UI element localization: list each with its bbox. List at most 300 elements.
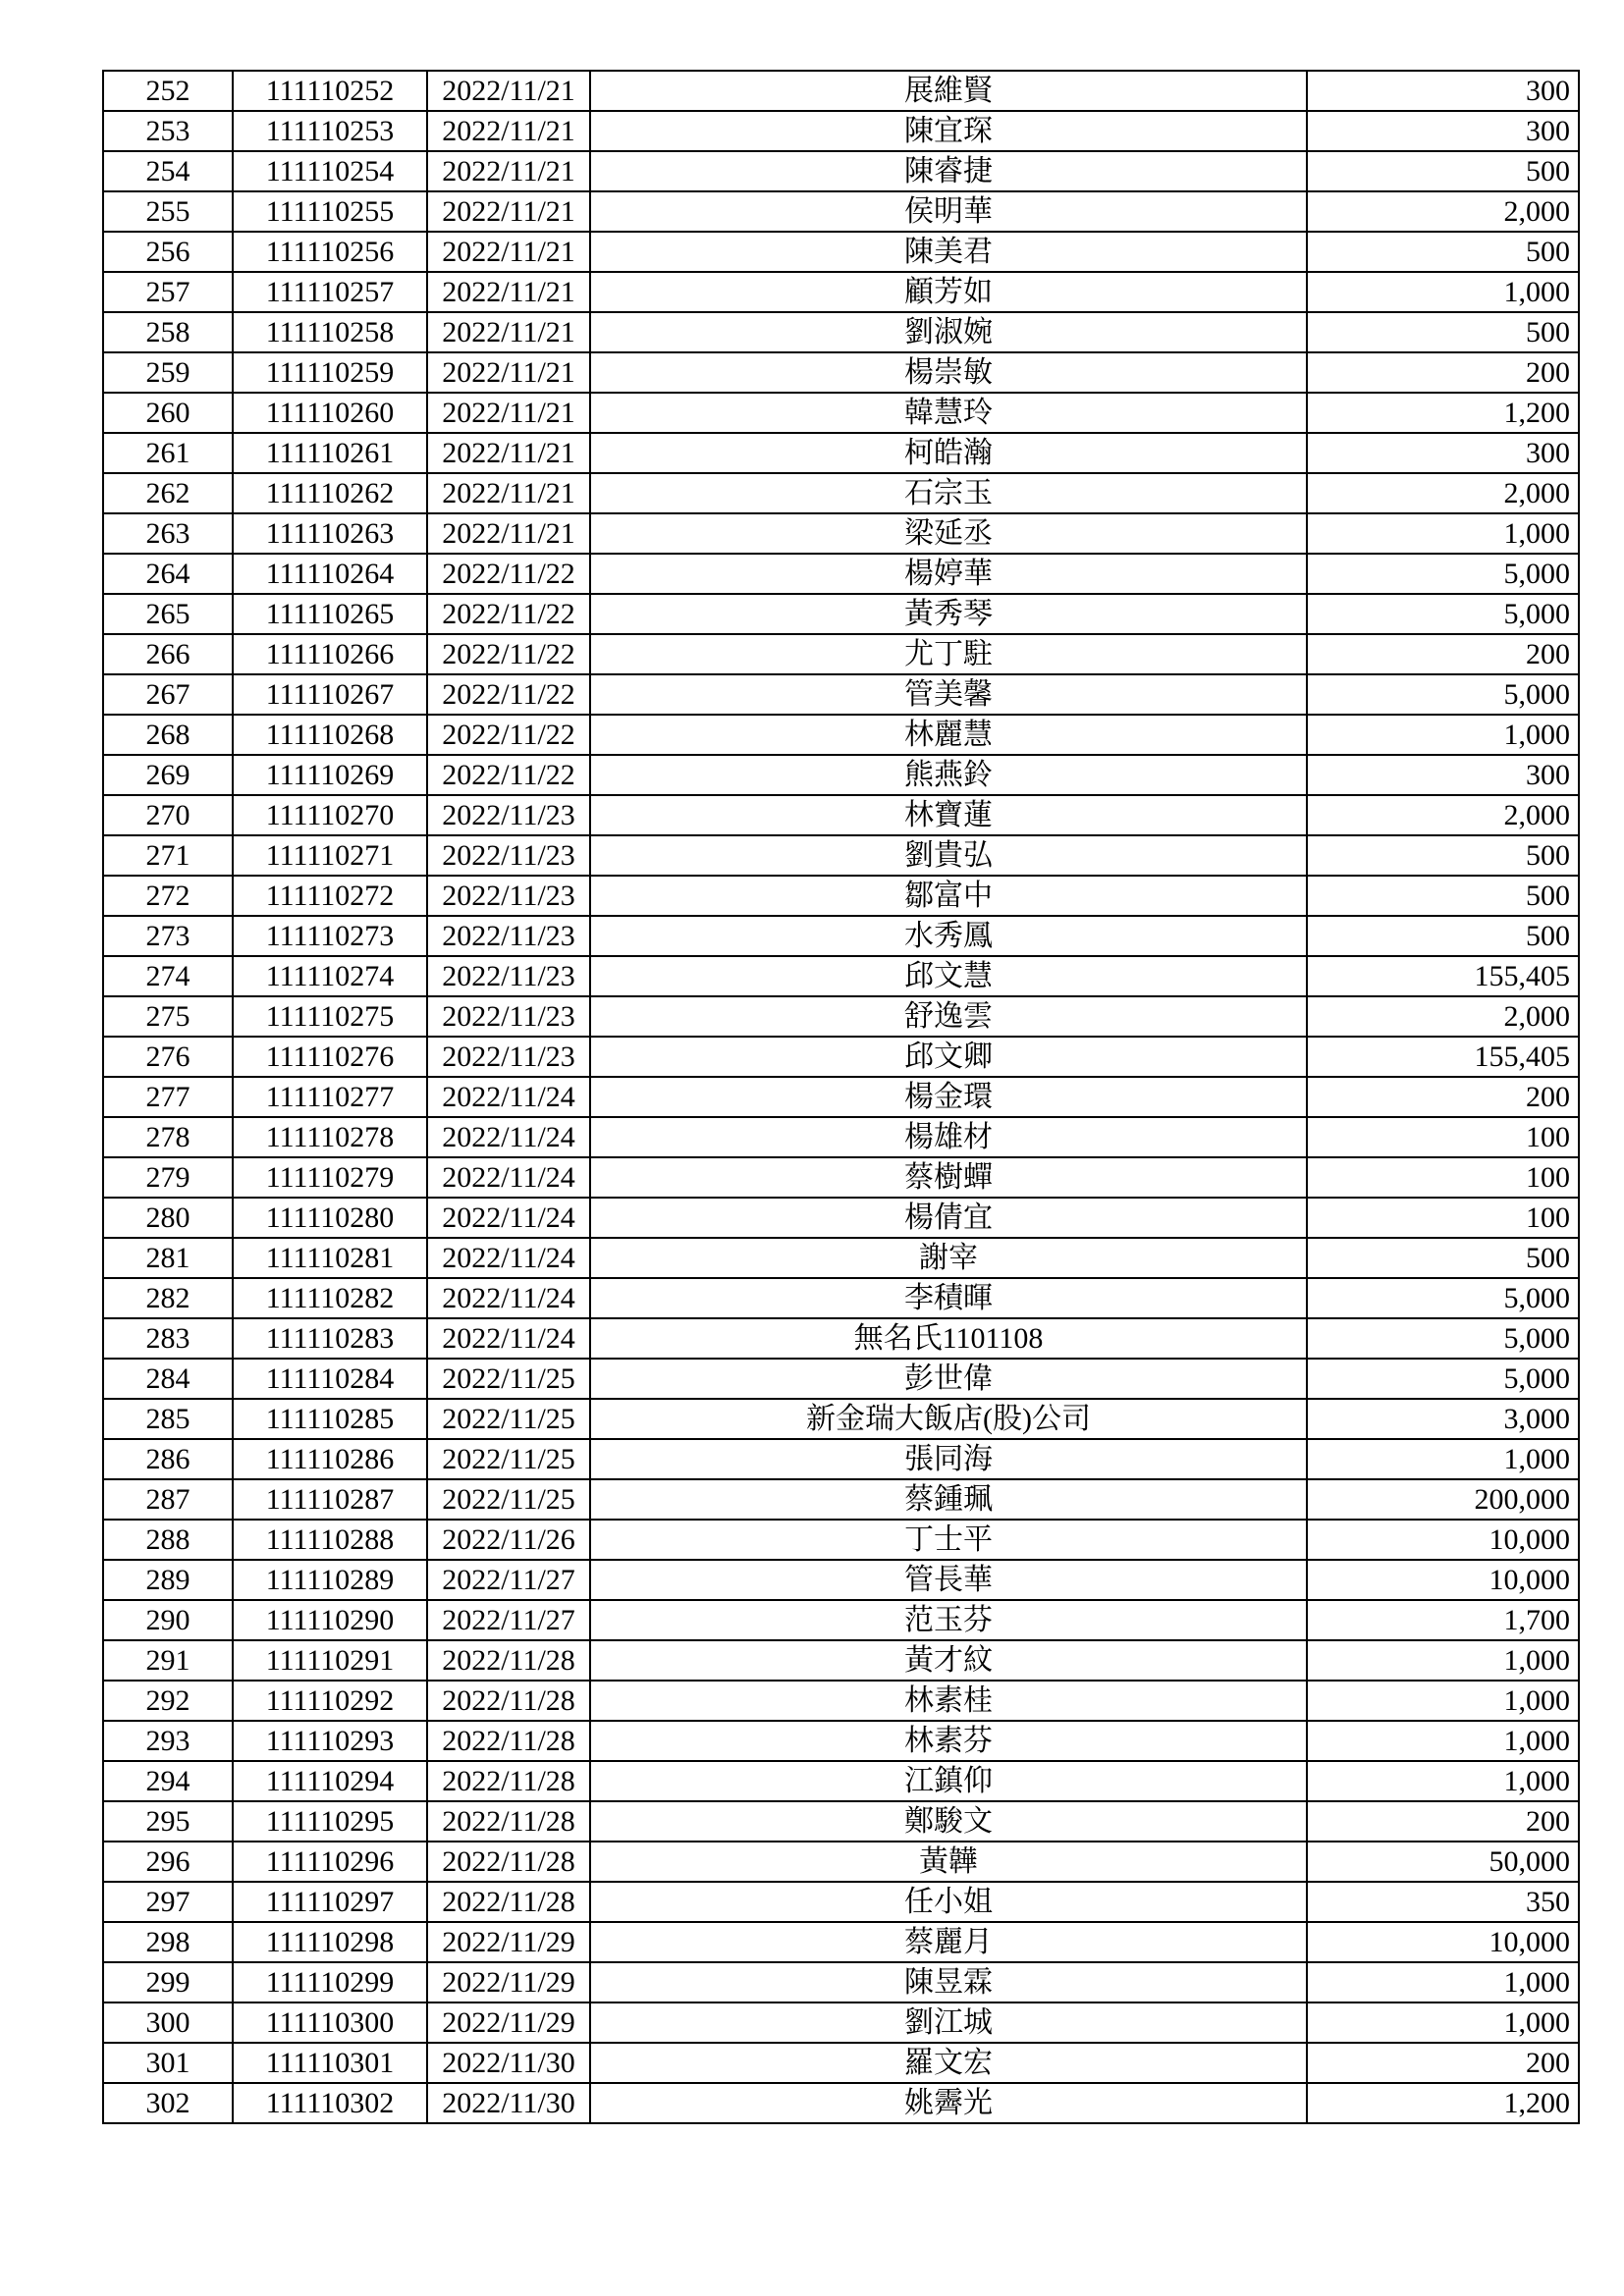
receipt-number-cell: 111110266 (233, 634, 427, 674)
date-cell: 2022/11/21 (427, 232, 590, 272)
donor-name-cell: 水秀鳳 (590, 916, 1307, 956)
serial-number-cell: 261 (103, 433, 233, 473)
date-cell: 2022/11/24 (427, 1278, 590, 1318)
receipt-number-cell: 111110285 (233, 1399, 427, 1439)
donor-name-cell: 展維賢 (590, 71, 1307, 111)
serial-number-cell: 255 (103, 191, 233, 232)
receipt-number-cell: 111110300 (233, 2002, 427, 2043)
table-row (103, 1761, 1579, 1801)
date-cell: 2022/11/21 (427, 151, 590, 191)
serial-number-cell: 267 (103, 674, 233, 715)
date-cell: 2022/11/21 (427, 312, 590, 352)
serial-number-cell: 264 (103, 554, 233, 594)
donor-name-cell: 劉貴弘 (590, 835, 1307, 876)
receipt-number-cell: 111110259 (233, 352, 427, 393)
date-cell: 2022/11/25 (427, 1439, 590, 1479)
amount-cell: 300 (1307, 111, 1579, 151)
donor-name-cell: 彭世偉 (590, 1359, 1307, 1399)
amount-cell: 50,000 (1307, 1842, 1579, 1882)
amount-cell: 1,200 (1307, 2083, 1579, 2123)
date-cell: 2022/11/22 (427, 594, 590, 634)
ledger-body (103, 71, 1579, 2123)
receipt-number-cell: 111110299 (233, 1962, 427, 2002)
date-cell: 2022/11/23 (427, 956, 590, 996)
amount-cell: 500 (1307, 312, 1579, 352)
table-row (103, 111, 1579, 151)
donor-name-cell: 林素芬 (590, 1721, 1307, 1761)
amount-cell: 1,000 (1307, 513, 1579, 554)
receipt-number-cell: 111110290 (233, 1600, 427, 1640)
donor-name-cell: 江鎮仰 (590, 1761, 1307, 1801)
table-row (103, 1157, 1579, 1198)
serial-number-cell: 274 (103, 956, 233, 996)
table-row (103, 71, 1579, 111)
date-cell: 2022/11/23 (427, 876, 590, 916)
receipt-number-cell: 111110270 (233, 795, 427, 835)
amount-cell: 100 (1307, 1198, 1579, 1238)
table-row (103, 1681, 1579, 1721)
serial-number-cell: 290 (103, 1600, 233, 1640)
serial-number-cell: 253 (103, 111, 233, 151)
serial-number-cell: 298 (103, 1922, 233, 1962)
date-cell: 2022/11/21 (427, 513, 590, 554)
amount-cell: 1,000 (1307, 1761, 1579, 1801)
date-cell: 2022/11/26 (427, 1520, 590, 1560)
serial-number-cell: 288 (103, 1520, 233, 1560)
receipt-number-cell: 111110283 (233, 1318, 427, 1359)
table-row (103, 2043, 1579, 2083)
table-row (103, 755, 1579, 795)
serial-number-cell: 260 (103, 393, 233, 433)
donor-name-cell: 丁士平 (590, 1520, 1307, 1560)
amount-cell: 300 (1307, 433, 1579, 473)
date-cell: 2022/11/21 (427, 111, 590, 151)
receipt-number-cell: 111110293 (233, 1721, 427, 1761)
donor-name-cell: 韓慧玲 (590, 393, 1307, 433)
table-row (103, 473, 1579, 513)
serial-number-cell: 287 (103, 1479, 233, 1520)
receipt-number-cell: 111110260 (233, 393, 427, 433)
date-cell: 2022/11/21 (427, 473, 590, 513)
amount-cell: 200,000 (1307, 1479, 1579, 1520)
donor-name-cell: 新金瑞大飯店(股)公司 (590, 1399, 1307, 1439)
date-cell: 2022/11/22 (427, 715, 590, 755)
serial-number-cell: 294 (103, 1761, 233, 1801)
donor-name-cell: 舒逸雲 (590, 996, 1307, 1037)
table-row (103, 1399, 1579, 1439)
donor-name-cell: 劉淑婉 (590, 312, 1307, 352)
date-cell: 2022/11/24 (427, 1238, 590, 1278)
serial-number-cell: 295 (103, 1801, 233, 1842)
donor-name-cell: 黃才紋 (590, 1640, 1307, 1681)
date-cell: 2022/11/23 (427, 916, 590, 956)
receipt-number-cell: 111110263 (233, 513, 427, 554)
table-row (103, 1600, 1579, 1640)
amount-cell: 500 (1307, 232, 1579, 272)
donor-name-cell: 陳宜琛 (590, 111, 1307, 151)
date-cell: 2022/11/21 (427, 352, 590, 393)
serial-number-cell: 284 (103, 1359, 233, 1399)
donor-name-cell: 管美馨 (590, 674, 1307, 715)
serial-number-cell: 283 (103, 1318, 233, 1359)
serial-number-cell: 291 (103, 1640, 233, 1681)
receipt-number-cell: 111110282 (233, 1278, 427, 1318)
amount-cell: 1,000 (1307, 1962, 1579, 2002)
serial-number-cell: 289 (103, 1560, 233, 1600)
amount-cell: 155,405 (1307, 956, 1579, 996)
date-cell: 2022/11/30 (427, 2083, 590, 2123)
amount-cell: 1,000 (1307, 1439, 1579, 1479)
table-row (103, 1117, 1579, 1157)
date-cell: 2022/11/30 (427, 2043, 590, 2083)
donor-name-cell: 蔡鍾珮 (590, 1479, 1307, 1520)
donor-name-cell: 陳昱霖 (590, 1962, 1307, 2002)
table-row (103, 272, 1579, 312)
table-row (103, 554, 1579, 594)
table-row (103, 956, 1579, 996)
amount-cell: 500 (1307, 151, 1579, 191)
amount-cell: 1,000 (1307, 715, 1579, 755)
donor-name-cell: 鄭駿文 (590, 1801, 1307, 1842)
receipt-number-cell: 111110252 (233, 71, 427, 111)
donor-name-cell: 楊婷華 (590, 554, 1307, 594)
amount-cell: 2,000 (1307, 996, 1579, 1037)
amount-cell: 2,000 (1307, 473, 1579, 513)
donor-name-cell: 張同海 (590, 1439, 1307, 1479)
serial-number-cell: 286 (103, 1439, 233, 1479)
serial-number-cell: 263 (103, 513, 233, 554)
receipt-number-cell: 111110265 (233, 594, 427, 634)
amount-cell: 200 (1307, 1077, 1579, 1117)
donor-name-cell: 林素桂 (590, 1681, 1307, 1721)
table-row (103, 1520, 1579, 1560)
amount-cell: 350 (1307, 1882, 1579, 1922)
donor-name-cell: 劉江城 (590, 2002, 1307, 2043)
receipt-number-cell: 111110291 (233, 1640, 427, 1681)
date-cell: 2022/11/24 (427, 1157, 590, 1198)
donor-name-cell: 黃韡 (590, 1842, 1307, 1882)
receipt-number-cell: 111110271 (233, 835, 427, 876)
serial-number-cell: 285 (103, 1399, 233, 1439)
receipt-number-cell: 111110255 (233, 191, 427, 232)
amount-cell: 5,000 (1307, 1318, 1579, 1359)
table-row (103, 1278, 1579, 1318)
receipt-number-cell: 111110257 (233, 272, 427, 312)
date-cell: 2022/11/25 (427, 1479, 590, 1520)
donor-name-cell: 林寶蓮 (590, 795, 1307, 835)
date-cell: 2022/11/28 (427, 1681, 590, 1721)
amount-cell: 1,000 (1307, 2002, 1579, 2043)
amount-cell: 1,000 (1307, 1681, 1579, 1721)
table-row (103, 1439, 1579, 1479)
receipt-number-cell: 111110297 (233, 1882, 427, 1922)
receipt-number-cell: 111110289 (233, 1560, 427, 1600)
serial-number-cell: 262 (103, 473, 233, 513)
amount-cell: 5,000 (1307, 674, 1579, 715)
serial-number-cell: 269 (103, 755, 233, 795)
receipt-number-cell: 111110254 (233, 151, 427, 191)
receipt-number-cell: 111110294 (233, 1761, 427, 1801)
date-cell: 2022/11/28 (427, 1721, 590, 1761)
date-cell: 2022/11/21 (427, 393, 590, 433)
date-cell: 2022/11/22 (427, 674, 590, 715)
table-row (103, 795, 1579, 835)
serial-number-cell: 282 (103, 1278, 233, 1318)
receipt-number-cell: 111110278 (233, 1117, 427, 1157)
table-row (103, 916, 1579, 956)
table-row (103, 191, 1579, 232)
amount-cell: 1,000 (1307, 1640, 1579, 1681)
amount-cell: 10,000 (1307, 1520, 1579, 1560)
date-cell: 2022/11/28 (427, 1842, 590, 1882)
serial-number-cell: 302 (103, 2083, 233, 2123)
receipt-number-cell: 111110272 (233, 876, 427, 916)
amount-cell: 155,405 (1307, 1037, 1579, 1077)
date-cell: 2022/11/28 (427, 1640, 590, 1681)
table-row (103, 1922, 1579, 1962)
serial-number-cell: 252 (103, 71, 233, 111)
serial-number-cell: 293 (103, 1721, 233, 1761)
amount-cell: 200 (1307, 634, 1579, 674)
amount-cell: 300 (1307, 71, 1579, 111)
donor-name-cell: 邱文慧 (590, 956, 1307, 996)
date-cell: 2022/11/22 (427, 755, 590, 795)
date-cell: 2022/11/21 (427, 272, 590, 312)
donor-name-cell: 蔡麗月 (590, 1922, 1307, 1962)
table-row (103, 513, 1579, 554)
amount-cell: 2,000 (1307, 191, 1579, 232)
date-cell: 2022/11/24 (427, 1117, 590, 1157)
date-cell: 2022/11/29 (427, 1922, 590, 1962)
receipt-number-cell: 111110273 (233, 916, 427, 956)
date-cell: 2022/11/23 (427, 996, 590, 1037)
receipt-number-cell: 111110288 (233, 1520, 427, 1560)
receipt-number-cell: 111110281 (233, 1238, 427, 1278)
amount-cell: 1,200 (1307, 393, 1579, 433)
table-row (103, 1962, 1579, 2002)
amount-cell: 100 (1307, 1157, 1579, 1198)
table-row (103, 634, 1579, 674)
table-row (103, 1560, 1579, 1600)
amount-cell: 2,000 (1307, 795, 1579, 835)
amount-cell: 500 (1307, 835, 1579, 876)
donor-name-cell: 羅文宏 (590, 2043, 1307, 2083)
receipt-number-cell: 111110269 (233, 755, 427, 795)
receipt-number-cell: 111110296 (233, 1842, 427, 1882)
receipt-number-cell: 111110258 (233, 312, 427, 352)
donor-name-cell: 任小姐 (590, 1882, 1307, 1922)
table-row (103, 1198, 1579, 1238)
donor-name-cell: 陳睿捷 (590, 151, 1307, 191)
table-row (103, 312, 1579, 352)
donor-name-cell: 顧芳如 (590, 272, 1307, 312)
receipt-number-cell: 111110276 (233, 1037, 427, 1077)
table-row (103, 876, 1579, 916)
serial-number-cell: 300 (103, 2002, 233, 2043)
table-row (103, 1479, 1579, 1520)
donor-name-cell: 邱文卿 (590, 1037, 1307, 1077)
donor-name-cell: 侯明華 (590, 191, 1307, 232)
table-row (103, 1882, 1579, 1922)
date-cell: 2022/11/24 (427, 1198, 590, 1238)
amount-cell: 5,000 (1307, 1278, 1579, 1318)
serial-number-cell: 278 (103, 1117, 233, 1157)
amount-cell: 500 (1307, 876, 1579, 916)
amount-cell: 1,000 (1307, 1721, 1579, 1761)
donor-name-cell: 鄒富中 (590, 876, 1307, 916)
donor-name-cell: 楊金環 (590, 1077, 1307, 1117)
donor-name-cell: 楊倩宜 (590, 1198, 1307, 1238)
serial-number-cell: 301 (103, 2043, 233, 2083)
amount-cell: 1,000 (1307, 272, 1579, 312)
date-cell: 2022/11/22 (427, 554, 590, 594)
date-cell: 2022/11/23 (427, 795, 590, 835)
date-cell: 2022/11/28 (427, 1761, 590, 1801)
date-cell: 2022/11/21 (427, 191, 590, 232)
donor-name-cell: 林麗慧 (590, 715, 1307, 755)
amount-cell: 200 (1307, 1801, 1579, 1842)
serial-number-cell: 268 (103, 715, 233, 755)
serial-number-cell: 292 (103, 1681, 233, 1721)
table-row (103, 1238, 1579, 1278)
date-cell: 2022/11/27 (427, 1560, 590, 1600)
table-row (103, 715, 1579, 755)
receipt-number-cell: 111110277 (233, 1077, 427, 1117)
table-row (103, 1721, 1579, 1761)
date-cell: 2022/11/24 (427, 1077, 590, 1117)
receipt-number-cell: 111110253 (233, 111, 427, 151)
donor-name-cell: 尤丁駐 (590, 634, 1307, 674)
receipt-number-cell: 111110274 (233, 956, 427, 996)
donor-name-cell: 范玉芬 (590, 1600, 1307, 1640)
serial-number-cell: 277 (103, 1077, 233, 1117)
amount-cell: 5,000 (1307, 594, 1579, 634)
serial-number-cell: 266 (103, 634, 233, 674)
serial-number-cell: 275 (103, 996, 233, 1037)
serial-number-cell: 297 (103, 1882, 233, 1922)
amount-cell: 100 (1307, 1117, 1579, 1157)
serial-number-cell: 296 (103, 1842, 233, 1882)
receipt-number-cell: 111110262 (233, 473, 427, 513)
table-row (103, 433, 1579, 473)
table-row (103, 352, 1579, 393)
receipt-number-cell: 111110292 (233, 1681, 427, 1721)
receipt-number-cell: 111110267 (233, 674, 427, 715)
date-cell: 2022/11/25 (427, 1359, 590, 1399)
receipt-number-cell: 111110295 (233, 1801, 427, 1842)
table-row (103, 1077, 1579, 1117)
table-row (103, 674, 1579, 715)
receipt-number-cell: 111110301 (233, 2043, 427, 2083)
date-cell: 2022/11/29 (427, 2002, 590, 2043)
receipt-number-cell: 111110287 (233, 1479, 427, 1520)
amount-cell: 200 (1307, 2043, 1579, 2083)
table-row (103, 1640, 1579, 1681)
serial-number-cell: 259 (103, 352, 233, 393)
date-cell: 2022/11/22 (427, 634, 590, 674)
table-row (103, 835, 1579, 876)
serial-number-cell: 273 (103, 916, 233, 956)
date-cell: 2022/11/25 (427, 1399, 590, 1439)
table-row (103, 1359, 1579, 1399)
donor-name-cell: 管長華 (590, 1560, 1307, 1600)
table-row (103, 1842, 1579, 1882)
receipt-number-cell: 111110280 (233, 1198, 427, 1238)
serial-number-cell: 279 (103, 1157, 233, 1198)
table-row (103, 393, 1579, 433)
donor-name-cell: 梁延丞 (590, 513, 1307, 554)
donor-name-cell: 蔡樹蟬 (590, 1157, 1307, 1198)
table-row (103, 1318, 1579, 1359)
receipt-number-cell: 111110256 (233, 232, 427, 272)
receipt-number-cell: 111110268 (233, 715, 427, 755)
donation-ledger-table (102, 70, 1580, 2124)
serial-number-cell: 270 (103, 795, 233, 835)
date-cell: 2022/11/28 (427, 1882, 590, 1922)
table-row (103, 151, 1579, 191)
amount-cell: 3,000 (1307, 1399, 1579, 1439)
table-row (103, 594, 1579, 634)
serial-number-cell: 276 (103, 1037, 233, 1077)
donor-name-cell: 謝宰 (590, 1238, 1307, 1278)
date-cell: 2022/11/24 (427, 1318, 590, 1359)
donor-name-cell: 楊崇敏 (590, 352, 1307, 393)
date-cell: 2022/11/29 (427, 1962, 590, 2002)
donor-name-cell: 楊雄材 (590, 1117, 1307, 1157)
table-row (103, 1037, 1579, 1077)
table-row (103, 2083, 1579, 2123)
date-cell: 2022/11/28 (427, 1801, 590, 1842)
serial-number-cell: 256 (103, 232, 233, 272)
serial-number-cell: 254 (103, 151, 233, 191)
donor-name-cell: 熊燕鈴 (590, 755, 1307, 795)
date-cell: 2022/11/27 (427, 1600, 590, 1640)
table-row (103, 2002, 1579, 2043)
donor-name-cell: 無名氏1101108 (590, 1318, 1307, 1359)
receipt-number-cell: 111110302 (233, 2083, 427, 2123)
serial-number-cell: 257 (103, 272, 233, 312)
amount-cell: 5,000 (1307, 1359, 1579, 1399)
serial-number-cell: 271 (103, 835, 233, 876)
amount-cell: 5,000 (1307, 554, 1579, 594)
donor-name-cell: 柯皓瀚 (590, 433, 1307, 473)
donor-name-cell: 陳美君 (590, 232, 1307, 272)
amount-cell: 200 (1307, 352, 1579, 393)
table-row (103, 232, 1579, 272)
table-row (103, 1801, 1579, 1842)
serial-number-cell: 258 (103, 312, 233, 352)
receipt-number-cell: 111110275 (233, 996, 427, 1037)
amount-cell: 10,000 (1307, 1922, 1579, 1962)
serial-number-cell: 280 (103, 1198, 233, 1238)
amount-cell: 500 (1307, 916, 1579, 956)
donor-name-cell: 李積暉 (590, 1278, 1307, 1318)
date-cell: 2022/11/23 (427, 835, 590, 876)
receipt-number-cell: 111110284 (233, 1359, 427, 1399)
amount-cell: 500 (1307, 1238, 1579, 1278)
receipt-number-cell: 111110264 (233, 554, 427, 594)
receipt-number-cell: 111110298 (233, 1922, 427, 1962)
donor-name-cell: 黃秀琴 (590, 594, 1307, 634)
date-cell: 2022/11/23 (427, 1037, 590, 1077)
donor-name-cell: 石宗玉 (590, 473, 1307, 513)
amount-cell: 1,700 (1307, 1600, 1579, 1640)
table-row (103, 996, 1579, 1037)
receipt-number-cell: 111110261 (233, 433, 427, 473)
amount-cell: 10,000 (1307, 1560, 1579, 1600)
serial-number-cell: 299 (103, 1962, 233, 2002)
receipt-number-cell: 111110279 (233, 1157, 427, 1198)
